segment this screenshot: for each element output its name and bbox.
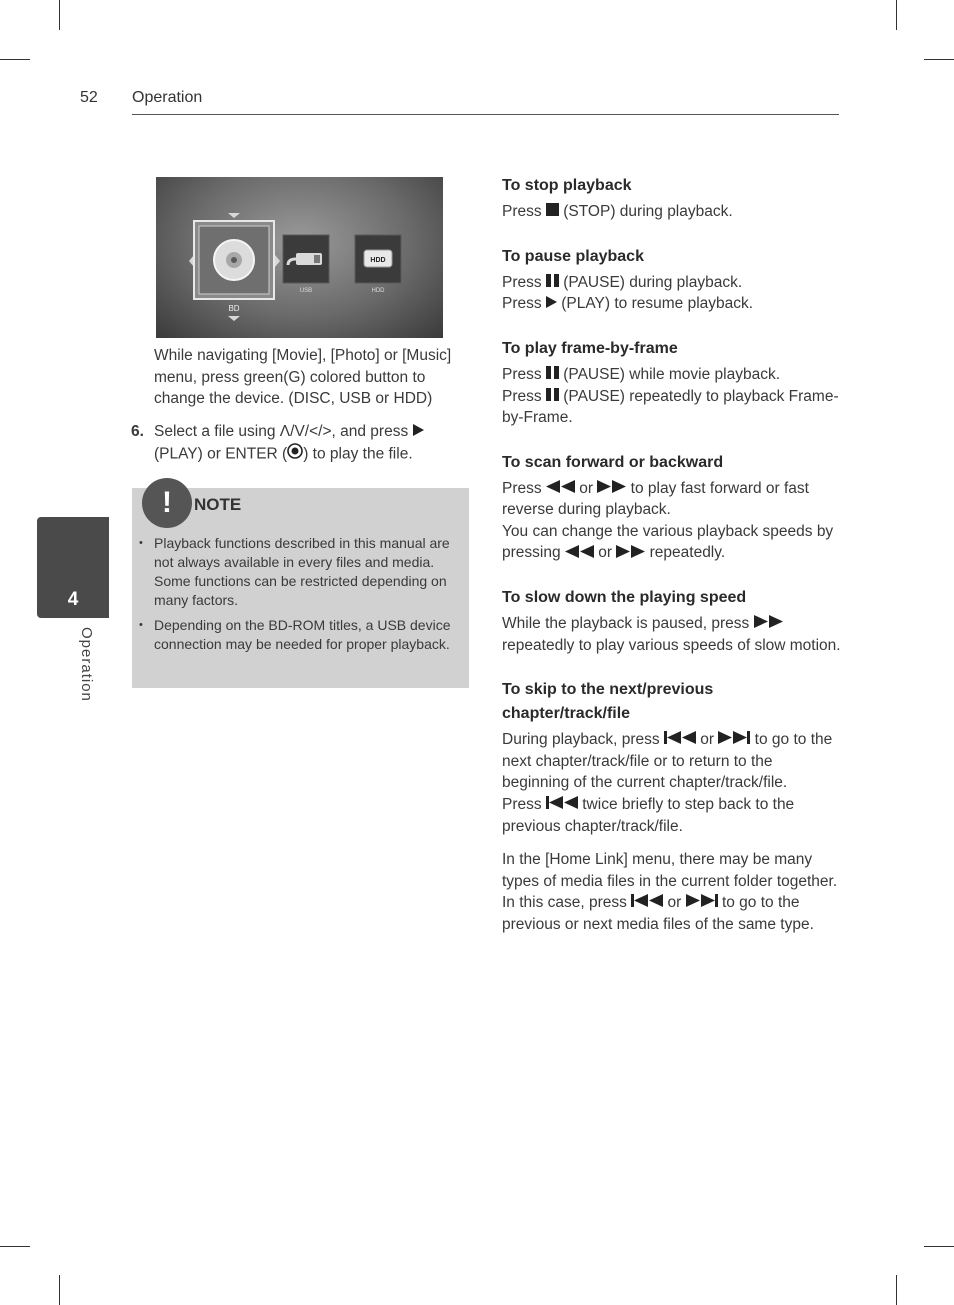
rewind-icon [546, 478, 575, 500]
enter-icon [287, 443, 303, 466]
section-text: Press (PAUSE) while movie playback. Press (PAUSE) repeatedly to playback Frame-by-Frame. [502, 365, 839, 427]
section-text: Press (PAUSE) during playback. Press (PLAY) to resume playback. [502, 272, 842, 315]
note-item: • Playback functions described in this manual are not always available in every files and media. Some functions can be restricted depending on many factors. [137, 534, 467, 610]
section-text: During playback, press or to go to the next chapter/track/file or to return to the beginning of the current chapter/track/file. Press twice briefly to step back to the previous chapter/track/file. [502, 731, 833, 835]
device-menu-illustration [156, 177, 443, 338]
usb-label: USB [299, 288, 313, 294]
fast-forward-icon [754, 613, 783, 635]
crop-mark [896, 1275, 897, 1305]
skip-next-icon [686, 892, 718, 914]
hdd-icon-text: HDD [370, 257, 386, 264]
section-heading: To slow down the playing speed [502, 589, 747, 607]
crop-mark [896, 0, 897, 30]
crop-mark [924, 59, 954, 60]
stop-icon [546, 201, 559, 223]
section-title: Operation [132, 89, 203, 106]
section-pause [502, 245, 842, 315]
crop-mark [59, 0, 60, 30]
section-heading: To play frame-by-frame [502, 339, 678, 357]
chapter-label: Operation [78, 627, 95, 702]
crop-mark [0, 1246, 30, 1247]
note-title: NOTE [194, 495, 242, 514]
skip-previous-icon [546, 794, 578, 816]
playback-instructions [502, 174, 842, 957]
hdd-label: HDD [371, 288, 385, 294]
section-slow [502, 586, 842, 656]
skip-next-icon [718, 729, 750, 751]
pause-icon [546, 386, 559, 408]
screenshot-caption: While navigating [Movie], [Photo] or [Music] menu, press green(G) colored button to change the device. (DISC, USB or HDD) [154, 347, 452, 407]
bd-label: BD [228, 304, 240, 313]
play-icon [413, 421, 424, 443]
section-stop [502, 174, 842, 223]
play-icon [546, 293, 557, 315]
section-heading: To stop playback [502, 177, 632, 194]
exclamation-icon: ! [142, 478, 192, 528]
crop-mark [59, 1275, 60, 1305]
down-arrow-icon [228, 316, 240, 321]
fast-forward-icon [597, 478, 626, 500]
fast-forward-icon [616, 543, 645, 565]
section-heading: To pause playback [502, 247, 644, 265]
step-text: Select a file using Λ/V/</>, and press (PLAY) or ENTER ( ) to play the file. [154, 421, 472, 465]
note-list [137, 534, 467, 660]
crop-mark [0, 59, 30, 60]
note-item: • Depending on the BD-ROM titles, a USB device connection may be needed for proper playback. [137, 616, 467, 654]
chapter-tab [37, 517, 109, 618]
section-text: Press (STOP) during playback. [502, 201, 842, 223]
header-rule [132, 114, 839, 115]
skip-previous-icon [664, 729, 696, 751]
section-frame [502, 337, 842, 429]
rewind-icon [565, 543, 594, 565]
section-text: In the [Home Link] menu, there may be many types of media files in the current folder together. In this case, press or to go to the previous or next media files of the same type. [502, 851, 838, 933]
section-heading: To skip to the next/previous chapter/track/file [502, 681, 714, 723]
up-arrow-icon [228, 213, 240, 218]
device-menu-screenshot [156, 177, 443, 338]
section-text: Press or to play fast forward or fast reverse during playback. You can change the various playback speeds by pressing or repeatedly. [502, 478, 842, 564]
pause-icon [546, 364, 559, 386]
chapter-number: 4 [67, 589, 79, 610]
right-arrow-icon [275, 255, 280, 267]
skip-previous-icon [631, 892, 663, 914]
section-skip [502, 678, 842, 935]
section-text: While the playback is paused, press repeatedly to play various speeds of slow motion. [502, 615, 841, 654]
pause-icon [546, 272, 559, 294]
page-number: 52 [80, 89, 98, 106]
navigation-arrows: Λ/V/</> [279, 423, 332, 440]
section-heading: To scan forward or backward [502, 453, 724, 471]
section-scan [502, 451, 842, 564]
crop-mark [924, 1246, 954, 1247]
step-number: 6. [131, 423, 144, 440]
